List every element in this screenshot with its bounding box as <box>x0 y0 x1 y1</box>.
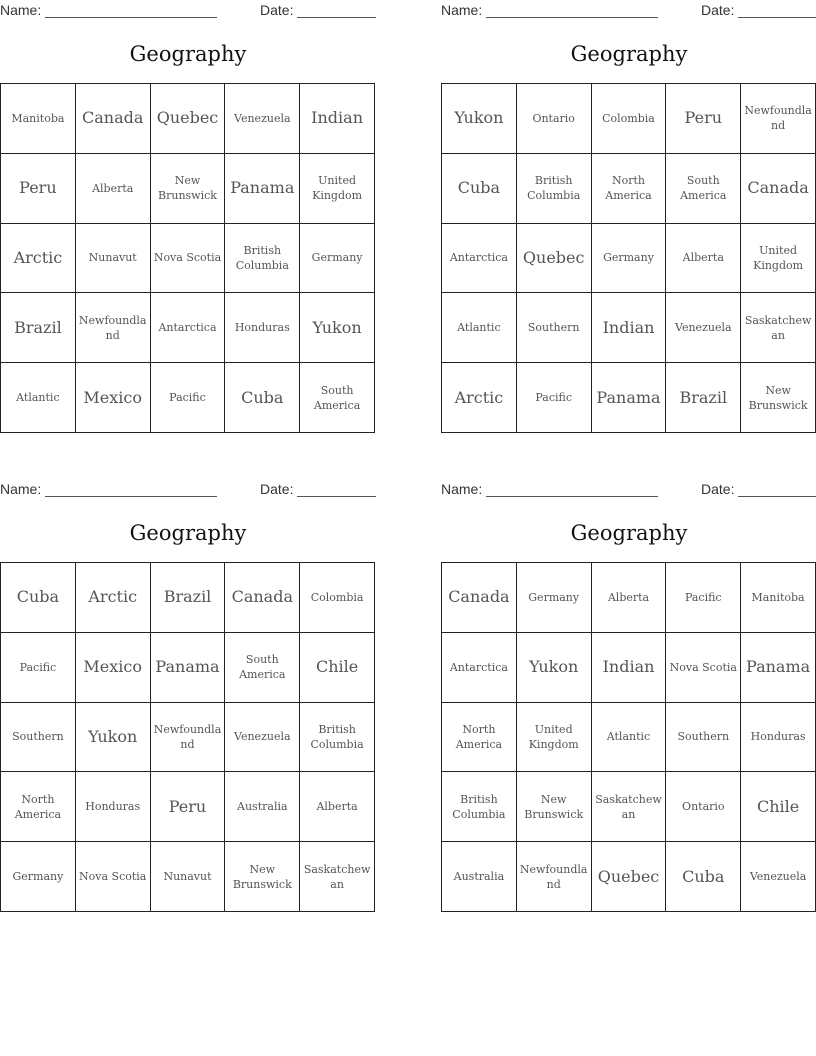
bingo-cell: Manitoba <box>741 563 816 633</box>
bingo-cell: Germany <box>517 563 592 633</box>
bingo-cell: Atlantic <box>592 703 667 773</box>
bingo-cell: Southern <box>666 703 741 773</box>
bingo-cell: Australia <box>442 842 517 912</box>
bingo-cell: Mexico <box>76 363 151 433</box>
bingo-cell: New Brunswick <box>225 842 300 912</box>
bingo-cell: Manitoba <box>1 84 76 154</box>
date-label: Date: <box>701 481 735 497</box>
bingo-cell: North America <box>442 703 517 773</box>
bingo-cell: Antarctica <box>442 224 517 294</box>
bingo-cell: New Brunswick <box>151 154 226 224</box>
bingo-cell: Germany <box>1 842 76 912</box>
bingo-cell: Arctic <box>442 363 517 433</box>
bingo-cell: Yukon <box>517 633 592 703</box>
bingo-cell: Cuba <box>666 842 741 912</box>
bingo-cell: South America <box>666 154 741 224</box>
bingo-cell: Panama <box>225 154 300 224</box>
bingo-grid <box>441 562 816 912</box>
bingo-cell: Indian <box>592 633 667 703</box>
bingo-cell: United Kingdom <box>517 703 592 773</box>
bingo-cell: New Brunswick <box>741 363 816 433</box>
bingo-cell: Venezuela <box>225 703 300 773</box>
date-line <box>297 496 376 497</box>
bingo-cell: Southern <box>1 703 76 773</box>
bingo-cell: Panama <box>741 633 816 703</box>
bingo-cell: United Kingdom <box>300 154 375 224</box>
bingo-cell: Arctic <box>1 224 76 294</box>
date-line <box>738 17 816 18</box>
bingo-cell: Saskatchewan <box>300 842 375 912</box>
bingo-cell: Mexico <box>76 633 151 703</box>
bingo-cell: Canada <box>442 563 517 633</box>
bingo-cell: British Columbia <box>442 772 517 842</box>
bingo-cell: Peru <box>1 154 76 224</box>
bingo-cell: Panama <box>151 633 226 703</box>
bingo-cell: Canada <box>76 84 151 154</box>
name-line <box>45 496 217 497</box>
date-label: Date: <box>701 2 735 18</box>
bingo-cell: Indian <box>592 293 667 363</box>
name-date-row <box>441 479 816 499</box>
name-date-row <box>0 0 376 20</box>
bingo-cell: Honduras <box>76 772 151 842</box>
bingo-cell: Ontario <box>666 772 741 842</box>
bingo-grid <box>0 562 375 912</box>
bingo-cell: Newfoundland <box>76 293 151 363</box>
bingo-cell: Alberta <box>76 154 151 224</box>
bingo-cell: Canada <box>225 563 300 633</box>
bingo-cell: Germany <box>300 224 375 294</box>
bingo-cell: Atlantic <box>1 363 76 433</box>
bingo-cell: Canada <box>741 154 816 224</box>
bingo-cell: Honduras <box>741 703 816 773</box>
bingo-cell: Nova Scotia <box>666 633 741 703</box>
card-title: Geography <box>129 521 247 545</box>
bingo-cell: Newfoundland <box>741 84 816 154</box>
bingo-cell: Australia <box>225 772 300 842</box>
bingo-cell: Peru <box>151 772 226 842</box>
bingo-cell: Southern <box>517 293 592 363</box>
bingo-cell: Newfoundland <box>151 703 226 773</box>
bingo-cell: Antarctica <box>442 633 517 703</box>
bingo-cell: Chile <box>741 772 816 842</box>
bingo-cell: Peru <box>666 84 741 154</box>
bingo-cell: Alberta <box>666 224 741 294</box>
date-label: Date: <box>260 481 294 497</box>
bingo-grid <box>441 83 816 433</box>
card-title: Geography <box>129 42 247 66</box>
bingo-cell: Quebec <box>592 842 667 912</box>
bingo-cell: British Columbia <box>225 224 300 294</box>
name-label: Name: <box>441 481 483 497</box>
bingo-cell: Brazil <box>151 563 226 633</box>
bingo-cell: Brazil <box>1 293 76 363</box>
bingo-cell: Nova Scotia <box>76 842 151 912</box>
bingo-cell: North America <box>592 154 667 224</box>
bingo-cell: Colombia <box>300 563 375 633</box>
bingo-cell: Pacific <box>666 563 741 633</box>
bingo-cell: Yukon <box>300 293 375 363</box>
bingo-cell: Cuba <box>225 363 300 433</box>
bingo-cell: British Columbia <box>517 154 592 224</box>
bingo-cell: Atlantic <box>442 293 517 363</box>
name-date-row <box>441 0 816 20</box>
date-label: Date: <box>260 2 294 18</box>
date-line <box>297 17 376 18</box>
bingo-grid <box>0 83 375 433</box>
bingo-cell: South America <box>225 633 300 703</box>
bingo-cell: Venezuela <box>666 293 741 363</box>
bingo-cell: Indian <box>300 84 375 154</box>
card-title: Geography <box>570 42 688 66</box>
name-label: Name: <box>441 2 483 18</box>
bingo-cell: Chile <box>300 633 375 703</box>
bingo-cell: Panama <box>592 363 667 433</box>
bingo-cell: Newfoundland <box>517 842 592 912</box>
bingo-cell: Nova Scotia <box>151 224 226 294</box>
bingo-cell: Nunavut <box>151 842 226 912</box>
bingo-cell: Venezuela <box>225 84 300 154</box>
name-label: Name: <box>0 2 42 18</box>
name-date-row <box>0 479 376 499</box>
bingo-cell: Saskatchewan <box>741 293 816 363</box>
name-line <box>486 17 658 18</box>
bingo-cell: Venezuela <box>741 842 816 912</box>
bingo-cell: Alberta <box>300 772 375 842</box>
bingo-cell: Germany <box>592 224 667 294</box>
bingo-cell: North America <box>1 772 76 842</box>
bingo-cell: United Kingdom <box>741 224 816 294</box>
bingo-cell: Cuba <box>1 563 76 633</box>
bingo-cell: Arctic <box>76 563 151 633</box>
bingo-cell: South America <box>300 363 375 433</box>
card-title: Geography <box>570 521 688 545</box>
bingo-cell: Brazil <box>666 363 741 433</box>
bingo-cell: Quebec <box>151 84 226 154</box>
bingo-cell: Yukon <box>76 703 151 773</box>
bingo-cell: Pacific <box>1 633 76 703</box>
bingo-cell: Antarctica <box>151 293 226 363</box>
bingo-cell: British Columbia <box>300 703 375 773</box>
date-line <box>738 496 816 497</box>
name-line <box>486 496 658 497</box>
bingo-cell: Pacific <box>151 363 226 433</box>
bingo-cell: New Brunswick <box>517 772 592 842</box>
bingo-cell: Pacific <box>517 363 592 433</box>
bingo-cell: Alberta <box>592 563 667 633</box>
name-label: Name: <box>0 481 42 497</box>
bingo-cell: Saskatchewan <box>592 772 667 842</box>
bingo-cell: Nunavut <box>76 224 151 294</box>
bingo-cell: Ontario <box>517 84 592 154</box>
bingo-cell: Honduras <box>225 293 300 363</box>
name-line <box>45 17 217 18</box>
bingo-cell: Yukon <box>442 84 517 154</box>
bingo-cell: Cuba <box>442 154 517 224</box>
bingo-cell: Quebec <box>517 224 592 294</box>
bingo-cell: Colombia <box>592 84 667 154</box>
